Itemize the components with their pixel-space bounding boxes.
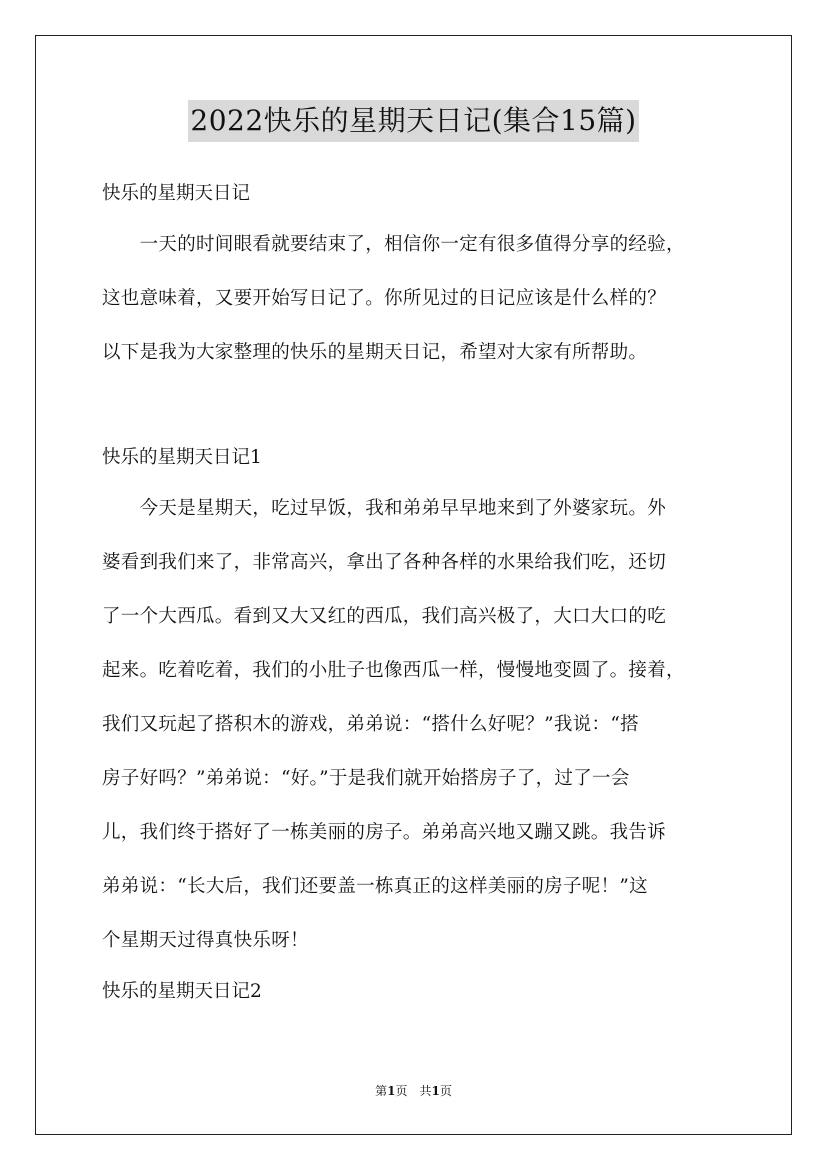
- section1-line: 了一个大西瓜。看到又大又红的西瓜，我们高兴极了，大口大口的吃: [102, 606, 667, 627]
- section1-line: 房子好吗？”弟弟说：“好。”于是我们就开始搭房子了，过了一会: [102, 768, 630, 789]
- document-title: 2022快乐的星期天日记(集合15篇): [188, 100, 638, 142]
- footer-prefix: 第: [375, 1084, 388, 1098]
- section1-line: 我们又玩起了搭积木的游戏，弟弟说：“搭什么好呢？”我说：“搭: [102, 714, 639, 735]
- intro-line: 一天的时间眼看就要结束了，相信你一定有很多值得分享的经验，: [102, 234, 685, 255]
- footer-suffix: 页: [439, 1084, 452, 1098]
- page-footer: [0, 1083, 827, 1099]
- blank-line: [102, 380, 728, 434]
- section1-heading: 快乐的星期天日记1: [102, 447, 262, 468]
- title-container: [0, 100, 827, 142]
- section1-line: 婆看到我们来了，非常高兴，拿出了各种各样的水果给我们吃，还切: [102, 552, 667, 573]
- footer-page-number: 1: [387, 1084, 396, 1098]
- footer-total-pages: 1: [431, 1084, 440, 1098]
- intro-line: 这也意味着，又要开始写日记了。你所见过的日记应该是什么样的？: [102, 288, 667, 309]
- section1-line: 个星期天过得真快乐呀！: [102, 930, 309, 951]
- intro-heading: 快乐的星期天日记: [102, 183, 251, 204]
- footer-mid: 页 共: [395, 1084, 432, 1098]
- section1-line: 起来。吃着吃着，我们的小肚子也像西瓜一样，慢慢地变圆了。接着，: [102, 660, 685, 681]
- section1-line: 儿，我们终于搭好了一栋美丽的房子。弟弟高兴地又蹦又跳。我告诉: [102, 822, 667, 843]
- section2-heading: 快乐的星期天日记2: [102, 981, 262, 1002]
- document-body: [102, 170, 728, 1016]
- section1-line: 今天是星期天，吃过早饭，我和弟弟早早地来到了外婆家玩。外: [102, 498, 667, 519]
- intro-line: 以下是我为大家整理的快乐的星期天日记，希望对大家有所帮助。: [102, 342, 648, 363]
- section1-line: 弟弟说：“长大后，我们还要盖一栋真正的这样美丽的房子呢！”这: [102, 876, 648, 897]
